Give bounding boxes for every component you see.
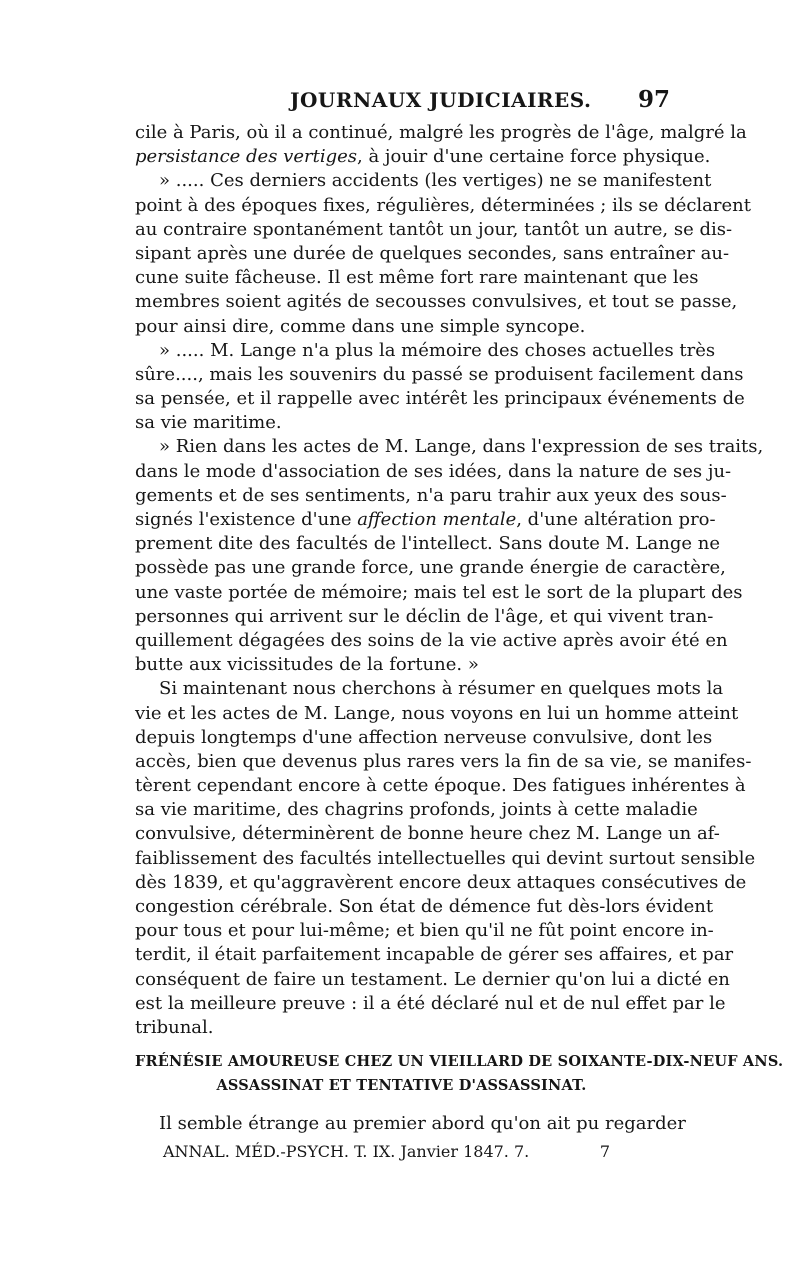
running-title: JOURNAUX JUDICIAIRES. [290,88,592,112]
section-subheading: ASSASSINAT ET TENTATIVE D'ASSASSINAT. [216,1077,587,1095]
text-line: cile à Paris, où il a continué, malgré les progrès de l'âge, malgré la [135,122,747,143]
text-line: sa vie maritime, des chagrins profonds, joints à cette maladie [135,799,698,821]
text-line: » ..... M. Lange n'a plus la mémoire des choses actuelles très [159,339,716,361]
text-line: persistance des vertiges, à jouir d'une certaine force physique. [135,146,711,168]
text-line: point à des époques fixes, régulières, déterminées ; ils se déclarent [135,194,751,216]
text-line: accès, bien que devenus plus rares vers la fin de sa vie, se manifes- [135,750,752,772]
text-line: » ..... Ces derniers accidents (les vertiges) ne se manifestent [159,170,712,192]
text-line: sa vie maritime. [135,412,282,434]
text-line: conséquent de faire un testament. Le dernier qu'on lui a dicté en [135,968,730,990]
text-line: congestion cérébrale. Son état de démence fut dès-lors évident [135,896,714,917]
page-footer [135,1140,668,1164]
text-line: butte aux vicissitudes de la fortune. » [135,654,479,676]
text-line: signés l'existence d'une affection mentale, d'une altération pro- [135,509,716,530]
text-line: au contraire spontanément tantôt un jour, tantôt un autre, se dis- [135,218,733,240]
text-line: personnes qui arrivent sur le déclin de l'âge, et qui vivent tran- [135,605,714,627]
page-number: 97 [637,86,670,113]
footnote-signature: ANNAL. MÉD.-PSYCH. T. IX. Janvier 1847. 7. [163,1142,530,1162]
text-line: » Rien dans les actes de M. Lange, dans l'expression de ses traits, [159,436,764,458]
text-line: possède pas une grande force, une grande énergie de caractère, [135,557,726,579]
signature-mark: 7 [599,1142,610,1162]
text-line: pour tous et pour lui-même; et bien qu'il ne fût point encore in- [135,920,714,942]
text-line: cune suite fâcheuse. Il est même fort rare maintenant que les [135,267,699,289]
body-text [135,121,784,1164]
text-line: sûre...., mais les souvenirs du passé se produisent facilement dans [135,363,744,385]
text-line: tèrent cependant encore à cette époque. Des fatigues inhérentes à [135,775,746,797]
text-line: membres soient agités de secousses convulsives, et tout se passe, [135,291,738,313]
text-line: tribunal. [135,1016,214,1038]
text-line: prement dite des facultés de l'intellect. Sans doute M. Lange ne [135,533,720,555]
text-line: pour ainsi dire, comme dans une simple syncope. [135,315,586,337]
text-line: terdit, il était parfaitement incapable de gérer ses affaires, et par [135,944,734,966]
text-line: sa pensée, et il rappelle avec intérêt les principaux événements de [135,388,745,410]
text-line: gements et de ses sentiments, n'a paru trahir aux yeux des sous- [135,484,727,506]
text-line: faiblissement des facultés intellectuelles qui devint surtout sensible [135,847,756,869]
text-line: sipant après une durée de quelques secondes, sans entraîner au- [135,242,730,264]
section-heading: FRÉNÉSIE AMOUREUSE CHEZ UN VIEILLARD DE SOIXANTE-DIX-NEUF ANS. [135,1053,784,1071]
text-line: dès 1839, et qu'aggravèrent encore deux attaques consécutives de [135,871,747,893]
text-line: dans le mode d'association de ses idées, dans la nature de ses ju- [135,460,732,482]
text-line: quillement dégagées des soins de la vie active après avoir été en [135,629,728,651]
text-line: convulsive, déterminèrent de bonne heure chez M. Lange un af- [135,823,720,845]
text-line: une vaste portée de mémoire; mais tel est le sort de la plupart des [135,581,743,603]
text-line: Si maintenant nous cherchons à résumer en quelques mots la [159,678,724,700]
text-line: vie et les actes de M. Lange, nous voyons en lui un homme atteint [135,702,739,724]
text-line: depuis longtemps d'une affection nerveuse convulsive, dont les [135,726,713,748]
page-header [135,88,670,118]
text-line: est la meilleure preuve : il a été déclaré nul et de nul effet par le [135,992,726,1014]
text-line: Il semble étrange au premier abord qu'on ait pu regarder [159,1113,686,1135]
